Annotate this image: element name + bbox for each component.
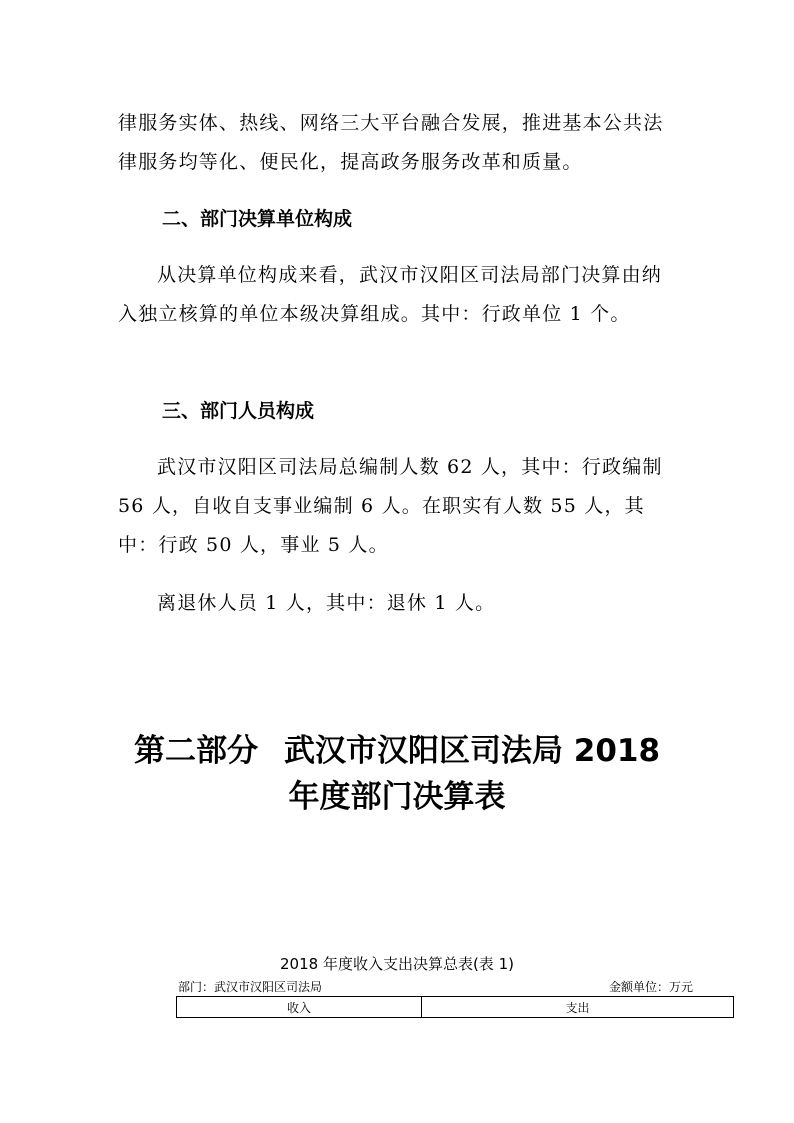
table-header-row [177,997,734,1018]
section-heading-unit-composition: 二、部门决算单位构成 [162,208,353,230]
table-caption: 2018 年度收入支出决算总表(表 1) [280,955,514,973]
part-title-prefix: 第二部分 [133,733,258,769]
intro-paragraph: 律服务实体、热线、网络三大平台融合发展，推进基本公共法律服务均等化、便民化，提高政务服务改革和质量。 [118,112,664,173]
section-heading-staff-composition: 三、部门人员构成 [162,400,315,422]
income-expenditure-summary-table [176,996,734,1018]
table-department-label: 部门：武汉市汉阳区司法局 [178,980,323,994]
staff-composition-paragraph: 武汉市汉阳区司法局总编制人数 62 人，其中：行政编制 56 人，自收自支事业编制 6 人。在职实有人数 55 人，其中：行政 50 人，事业 5 人。 [118,456,663,556]
table-header-expenditure: 支出 [422,997,734,1018]
table-header-income: 收入 [177,997,422,1018]
part-title-line2: 年度部门决算表 [288,779,506,815]
unit-composition-paragraph: 从决算单位构成来看，武汉市汉阳区司法局部门决算由纳入独立核算的单位本级决算组成。其中：行政单位 1 个。 [118,264,663,325]
table-unit-label: 金额单位：万元 [609,980,694,994]
retired-staff-paragraph: 离退休人员 1 人，其中：退休 1 人。 [157,592,496,614]
part-title-main: 武汉市汉阳区司法局 2018 [283,733,661,769]
